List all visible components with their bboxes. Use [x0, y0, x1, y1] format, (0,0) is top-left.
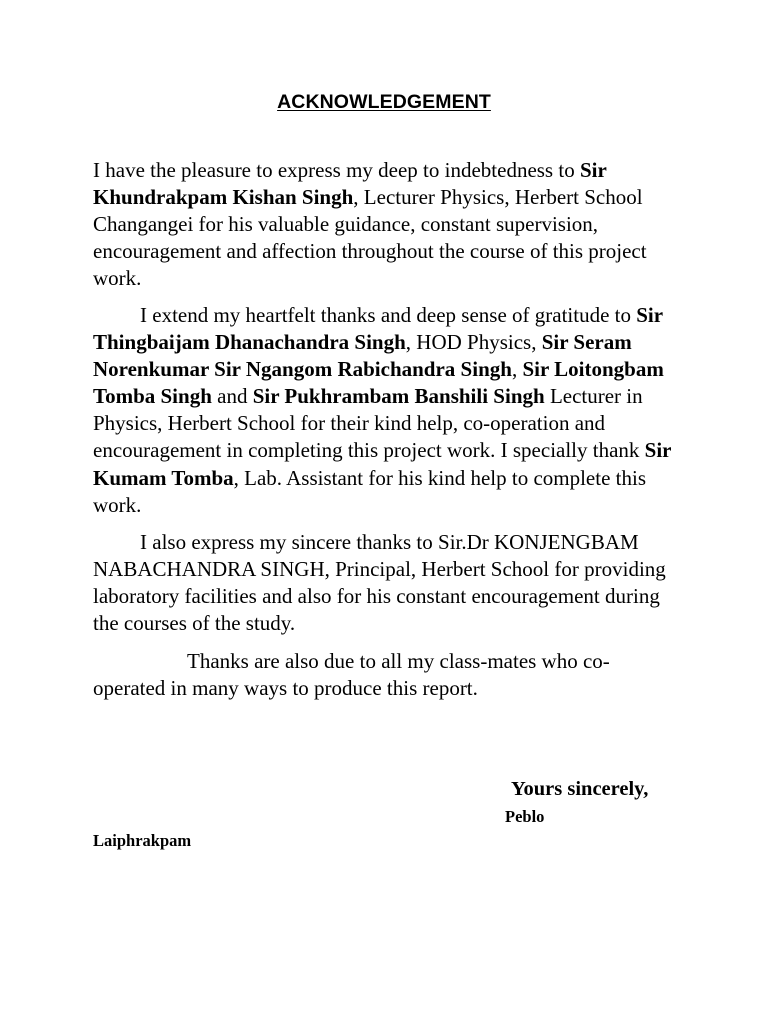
paragraph-principal [93, 529, 678, 637]
bold-name-run: Sir Khundrakpam Kishan Singh [93, 158, 607, 210]
signature-first-name: Peblo [505, 807, 545, 826]
bold-name-run: Sir Thingbaijam Dhanachandra Singh [93, 303, 663, 355]
text-run: Thanks are also due to all my class-mates who co-operated in many ways to produce this report. [93, 649, 610, 701]
bold-name-run: Sir Seram Norenkumar Sir Ngangom Rabichandra Singh [93, 330, 632, 382]
bold-name-run: Sir Kumam Tomba [93, 438, 672, 490]
text-run: , [511, 357, 523, 382]
signature-last-name: Laiphrakpam [93, 831, 192, 850]
text-run: Lecturer in Physics, Herbert School for their kind help, co-operation and encouragement in completing this project work. I specially thank [93, 384, 645, 463]
text-run: , HOD Physics, [405, 330, 542, 355]
paragraph-classmates [93, 648, 678, 702]
text-run: , Lab. Assistant for his kind help to complete this work. [93, 465, 646, 517]
text-run: , Lecturer Physics, Herbert School Changangei for his valuable guidance, constant supervision, encouragement and affection throughout the course of this project work. [93, 185, 647, 291]
text-run: I also express my sincere thanks to Sir.Dr KONJENGBAM NABACHANDRA SINGH, Principal, Herbert School for providing laboratory facilities and also for his constant encouragement during the courses of the study. [93, 530, 666, 636]
text-run: and [211, 384, 253, 409]
bold-name-run: Sir Pukhrambam Banshili Singh [252, 384, 545, 409]
text-run: I have the pleasure to express my deep to indebtedness to [93, 158, 580, 182]
paragraph-intro [93, 157, 678, 292]
paragraph-gratitude [93, 302, 678, 519]
bold-name-run: Sir Loitongbam Tomba Singh [93, 357, 664, 409]
text-run: I extend my heartfelt thanks and deep sense of gratitude to [140, 303, 637, 327]
closing-line: Yours sincerely, [511, 778, 649, 800]
document-title: ACKNOWLEDGEMENT [277, 91, 491, 113]
